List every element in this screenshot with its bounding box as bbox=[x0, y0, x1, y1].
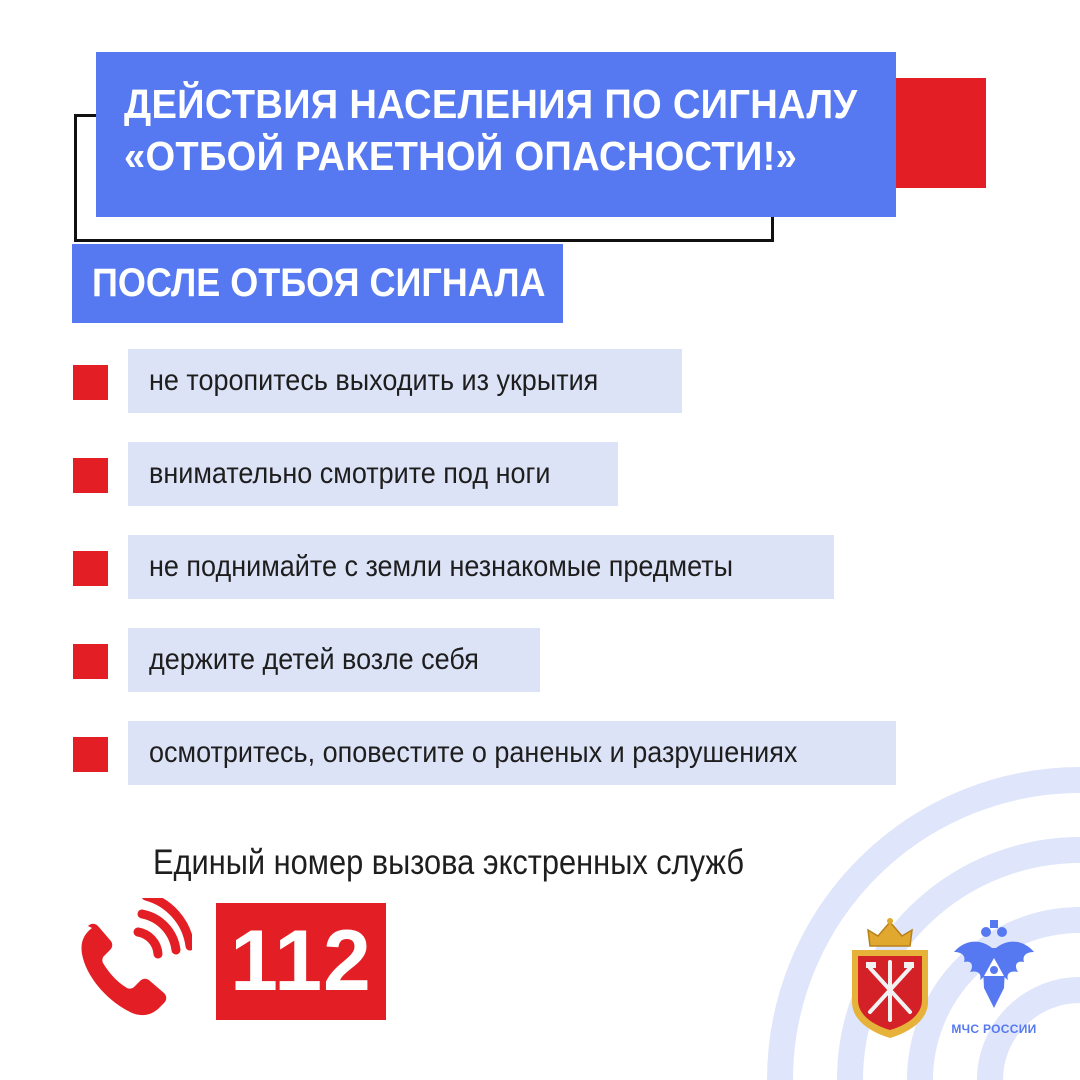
hotline-caption: Единый номер вызова экстренных служб bbox=[153, 843, 745, 882]
bullet-square bbox=[73, 458, 108, 493]
bullet-square bbox=[73, 737, 108, 772]
list-item-text: держите детей возле себя bbox=[149, 643, 479, 676]
list-item-text: не торопитесь выходить из укрытия bbox=[149, 364, 599, 397]
list-item bbox=[128, 535, 834, 599]
list-item-text: внимательно смотрите под ноги bbox=[149, 457, 551, 490]
title-line-2: «ОТБОЙ РАКЕТНОЙ ОПАСНОСТИ!» bbox=[124, 133, 798, 179]
list-item bbox=[128, 628, 540, 692]
emergency-number: 112 bbox=[230, 913, 372, 1009]
bullet-square bbox=[73, 644, 108, 679]
title-banner bbox=[96, 52, 896, 217]
tula-coat-of-arms-icon bbox=[846, 916, 934, 1040]
list-item-text: не поднимайте с земли незнакомые предметы bbox=[149, 550, 733, 583]
bullet-square bbox=[73, 551, 108, 586]
list-item bbox=[128, 442, 618, 506]
list-item-text: осмотритесь, оповестите о раненых и разрушениях bbox=[149, 736, 798, 769]
list-item bbox=[128, 721, 896, 785]
emergency-number-badge bbox=[216, 903, 386, 1020]
emercom-emblem-icon bbox=[952, 918, 1036, 1014]
bullet-square bbox=[73, 365, 108, 400]
title-line-1: ДЕЙСТВИЯ НАСЕЛЕНИЯ ПО СИГНАЛУ bbox=[124, 81, 858, 127]
list-item bbox=[128, 349, 682, 413]
subtitle: ПОСЛЕ ОТБОЯ СИГНАЛА bbox=[92, 261, 546, 305]
emercom-label: МЧС РОССИИ bbox=[951, 1022, 1037, 1036]
phone-ringing-icon bbox=[70, 898, 192, 1020]
subtitle-banner bbox=[72, 244, 563, 323]
